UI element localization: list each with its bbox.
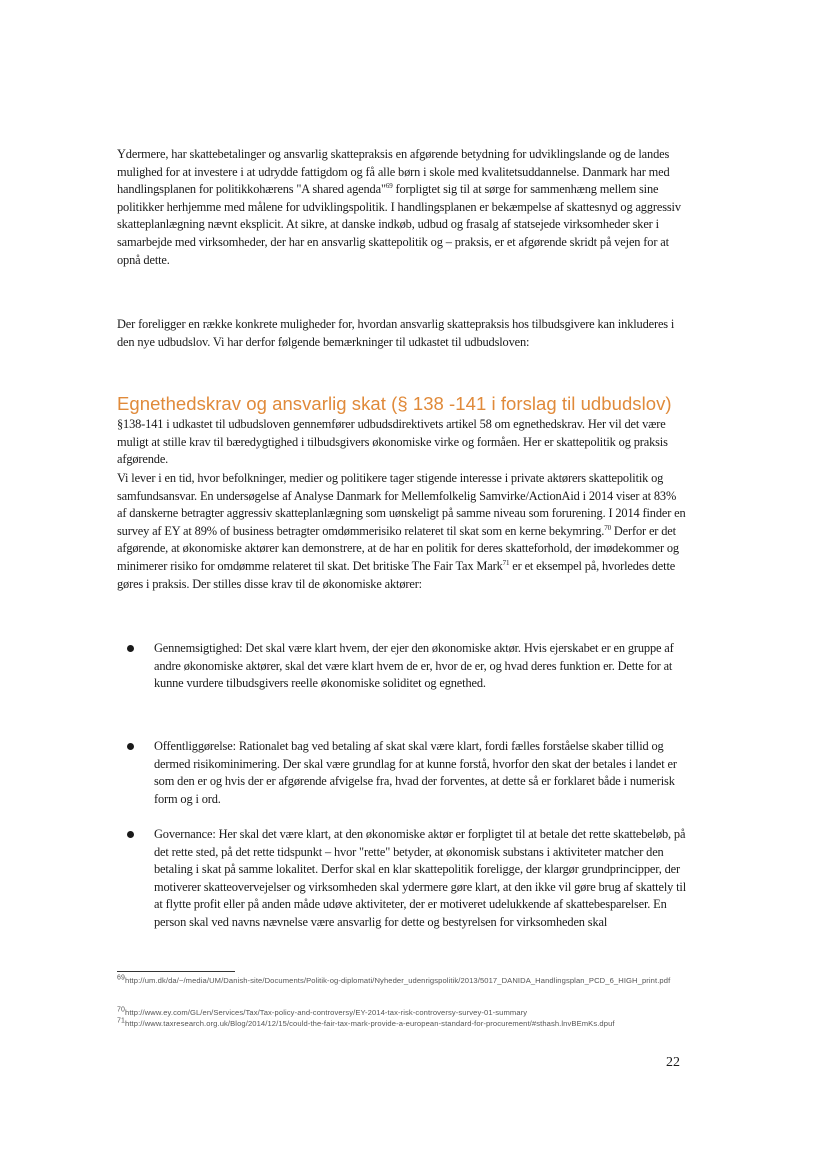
page-number: 22 (666, 1055, 680, 1070)
bullet-dot-icon (127, 743, 134, 750)
footnote-divider (117, 971, 235, 972)
paragraph-intro (117, 146, 687, 269)
list-item-text: Gennemsigtighed: Det skal være klart hvem, der ejer den økonomiske aktør. Hvis ejerskabet er en gruppe af andre økonomiske aktører, skal det være klart hvem de er, hvor de er, og hvad deres funktion er. Dette for at kunne vurdere tilbudsgivers reelle økonomiske soliditet og egnethed. (154, 641, 674, 691)
list-item-text: Offentliggørelse: Rationalet bag ved betaling af skat skal være klart, fordi fælles forståelse skaber tillid og dermed risikominimering. Der skal være grundlag for at kunne forstå, hvorfor den skat der betales i landet er som den er og hvis der er afgørende afvigelse fra, hvad der forventes, at dette så er forklaret både i numerisk form og i ord. (154, 739, 677, 806)
footnote-number: 69 (117, 974, 125, 982)
footnote-70-71 (117, 1008, 677, 1030)
paragraph-context (117, 470, 687, 593)
list-item-text: Governance: Her skal det være klart, at den økonomiske aktør er forpligtet til at betale det rette skattebeløb, på det rette sted, på det rette tidspunkt – hvor "rette" betyder, at økonomisk substans i aktiviteter matcher den betaling i skat på samme lokalitet. Derfor skal en klar skattepolitik foreligge, der klargør grundprincipper, der motiverer skatteovervejelser og virksomheden skal ydermere gøre klart, at den ikke vil gøre brug af skattely til at flytte profit eller på anden måde udøve aktiviteter, der er motiveret udelukkende af skattebesparelser. En person skal ved navns nævnelse være ansvarlig for dette og bestyrelsen for virksomheden skal (154, 827, 686, 929)
footnote-link[interactable]: http://www.taxresearch.org.uk/Blog/2014/12/15/could-the-fair-tax-mark-provide-a-european-standard-for-procurement/#sthash.lnvBEmKs.dpuf (125, 1018, 615, 1028)
bullet-dot-icon (127, 831, 134, 838)
paragraph-intro-text: Ydermere, har skattebetalinger og ansvarlig skattepraksis en afgørende betydning for udviklingslande og de landes mulighed for at investere i at udrydde fattigdom og få alle børn i skole med kvalitetsuddannelse. Danmark har med handlingsplanen for politikkohærens "A shared agenda" (117, 147, 670, 197)
footnote-ref-69[interactable]: 69 (385, 182, 393, 191)
footnote-69 (117, 976, 677, 987)
paragraph-intro-cont: forpligtet sig til at sørge for sammenhæng mellem sine politikker herhjemme med målene for udviklingspolitik. I handlingsplanen er bekæmpelse af skattesnyd og aggressiv skatteplanlægning nævnt eksplicit. At sikre, at danske indkøb, udbud og frasalg af statsejede virksomheder sker i samarbejde med virksomheder, der har en ansvarlig skattepolitik og – praksis, er et afgørende skridt på vejen for at opnå dette. (117, 182, 681, 267)
paragraph-section-intro: §138-141 i udkastet til udbudsloven gennemfører udbudsdirektivets artikel 58 om egnethedskrav. Her vil det være muligt at stille krav til bæredygtighed i tilbudsgivers økonomiske virke og formåen. Her er skattepolitik og praksis afgørende. (117, 417, 668, 467)
footnote-ref-71[interactable]: 71 (502, 558, 510, 567)
paragraph-context-text-a: Vi lever i en tid, hvor befolkninger, medier og politikere tager stigende interesse i private aktørers skattepolitik og samfundsansvar. En undersøgelse af Analyse Danmark for Mellemfolkelig Samvirke/ActionAid i 2014 viser at 83% af danskerne betragter aggressiv skatteplanlægning som uønskeligt på samme niveau som forurening. I 2014 finder en survey af EY at 89% of business betragter omdømmerisiko relateret til skat som en kerne bekymring. (117, 471, 686, 538)
section-heading: Egnethedskrav og ansvarlig skat (§ 138 -141 i forslag til udbudslov) (117, 393, 672, 414)
footnote-number: 70 (117, 1006, 125, 1014)
paragraph-context-text-b: Derfor er det afgørende, at økonomiske aktører kan demonstrere, at de har en politik for deres skatteforhold, der imødekommer og minimerer risiko for omdømme relateret til skat. Det britiske The Fair Tax Mark (117, 523, 679, 573)
footnote-number: 71 (117, 1017, 125, 1025)
footnote-link[interactable]: http://um.dk/da/~/media/UM/Danish-site/Documents/Politik-og-diplomati/Nyheder_udenrigspolitik/2013/5017_DANIDA_Handlingsplan_PCD_6_HIGH_print.pdf (125, 976, 671, 985)
footnote-link[interactable]: http://www.ey.com/GL/en/Services/Tax/Tax-policy-and-controversy/EY-2014-tax-risk-controversy-survey-01-summary (125, 1008, 528, 1017)
footnote-ref-70[interactable]: 70 (604, 523, 611, 532)
bullet-dot-icon (127, 645, 134, 652)
paragraph-opportunities: Der foreligger en række konkrete muligheder for, hvordan ansvarlig skattepraksis hos tilbudsgivere kan inkluderes i den nye udbudslov. Vi har derfor følgende bemærkninger til udkastet til udbudsloven: (117, 317, 675, 349)
paragraph-context-text-c: er et eksempel på, hvorledes dette gøres i praksis. Der stilles disse krav til de økonomiske aktører: (117, 558, 676, 591)
